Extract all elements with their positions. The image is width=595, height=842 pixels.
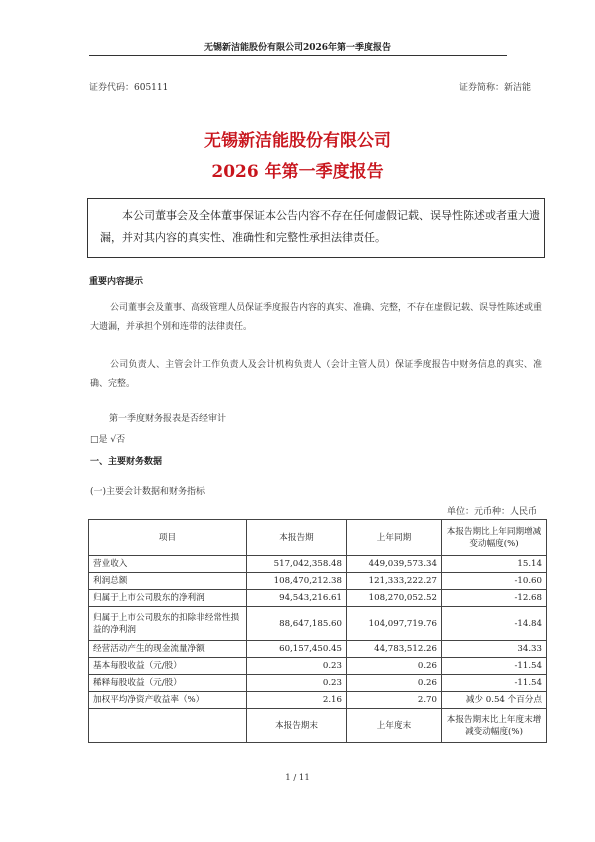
table-row — [89, 607, 547, 641]
row-change: -14.84 — [442, 607, 547, 641]
important-para-2: 公司负责人、主管会计工作负责人及会计机构负责人（会计主管人员）保证季度报告中财务信息的真实、准确、完整。 — [90, 360, 542, 389]
table-row — [89, 692, 547, 709]
footer-change: 本报告期末比上年度末增减变动幅度(%) — [442, 709, 547, 743]
row-change: -11.54 — [442, 658, 547, 675]
important-heading: 重要内容提示 — [89, 277, 144, 287]
row-current: 94,543,216.61 — [247, 590, 347, 607]
table-row — [89, 590, 547, 607]
row-prior: 449,039,573.34 — [347, 556, 442, 573]
row-change: 减少 0.54 个百分点 — [442, 692, 547, 709]
notice-text: 本公司董事会及全体董事保证本公告内容不存在任何虚假记载、误导性陈述或者重大遗漏，并对其内容的真实性、准确性和完整性承担法律责任。 — [100, 209, 540, 244]
header-change: 本报告期比上年同期增减变动幅度(%) — [442, 520, 547, 556]
table-header-row — [89, 520, 547, 556]
page-number: 1 / 11 — [285, 773, 310, 783]
row-current: 60,157,450.45 — [247, 641, 347, 658]
row-prior: 44,783,512.26 — [347, 641, 442, 658]
header-rule — [89, 55, 507, 56]
stock-code: 证券代码：605111 — [89, 83, 169, 93]
row-label: 基本每股收益（元/股） — [89, 658, 247, 675]
company-title: 无锡新洁能股份有限公司 — [204, 131, 391, 151]
section-subheading: (一)主要会计数据和财务指标 — [90, 487, 206, 497]
table-row — [89, 556, 547, 573]
stock-abbreviation: 证券简称：新洁能 — [458, 83, 531, 93]
row-current: 108,470,212.38 — [247, 573, 347, 590]
table-row — [89, 658, 547, 675]
row-label: 经营活动产生的现金流量净额 — [89, 641, 247, 658]
header-item: 项目 — [89, 520, 247, 556]
row-current: 2.16 — [247, 692, 347, 709]
audit-answer: □是 √否 — [90, 435, 126, 445]
table-row — [89, 675, 547, 692]
row-change: -12.68 — [442, 590, 547, 607]
row-label: 稀释每股收益（元/股） — [89, 675, 247, 692]
row-prior: 121,333,222.27 — [347, 573, 442, 590]
footer-empty — [89, 709, 247, 743]
row-label: 营业收入 — [89, 556, 247, 573]
row-prior: 2.70 — [347, 692, 442, 709]
row-label: 归属于上市公司股东的净利润 — [89, 590, 247, 607]
report-title: 2026 年第一季度报告 — [211, 162, 384, 182]
row-change: -10.60 — [442, 573, 547, 590]
row-prior: 108,270,052.52 — [347, 590, 442, 607]
row-current: 0.23 — [247, 675, 347, 692]
footer-year-end: 上年度末 — [347, 709, 442, 743]
row-current: 0.23 — [247, 658, 347, 675]
header-prior: 上年同期 — [347, 520, 442, 556]
financial-table — [88, 519, 547, 743]
row-current: 517,042,358.48 — [247, 556, 347, 573]
table-footer-row — [89, 709, 547, 743]
running-header: 无锡新洁能股份有限公司2026年第一季度报告 — [203, 43, 392, 53]
row-change: 34.33 — [442, 641, 547, 658]
row-prior: 0.26 — [347, 675, 442, 692]
footer-period-end: 本报告期末 — [247, 709, 347, 743]
row-label: 归属于上市公司股东的扣除非经常性损益的净利润 — [89, 607, 247, 641]
row-current: 88,647,185.60 — [247, 607, 347, 641]
row-label: 利润总额 — [89, 573, 247, 590]
table-row — [89, 641, 547, 658]
important-para-1: 公司董事会及董事、高级管理人员保证季度报告内容的真实、准确、完整，不存在虚假记载、误导性陈述或重大遗漏，并承担个别和连带的法律责任。 — [90, 303, 543, 332]
section-heading: 一、主要财务数据 — [90, 457, 163, 467]
row-prior: 104,097,719.76 — [347, 607, 442, 641]
row-prior: 0.26 — [347, 658, 442, 675]
row-label: 加权平均净资产收益率（%） — [89, 692, 247, 709]
header-current: 本报告期 — [247, 520, 347, 556]
row-change: 15.14 — [442, 556, 547, 573]
audit-question: 第一季度财务报表是否经审计 — [109, 414, 227, 424]
table-row — [89, 573, 547, 590]
row-change: -11.54 — [442, 675, 547, 692]
unit-note: 单位：元币种：人民币 — [446, 507, 537, 517]
